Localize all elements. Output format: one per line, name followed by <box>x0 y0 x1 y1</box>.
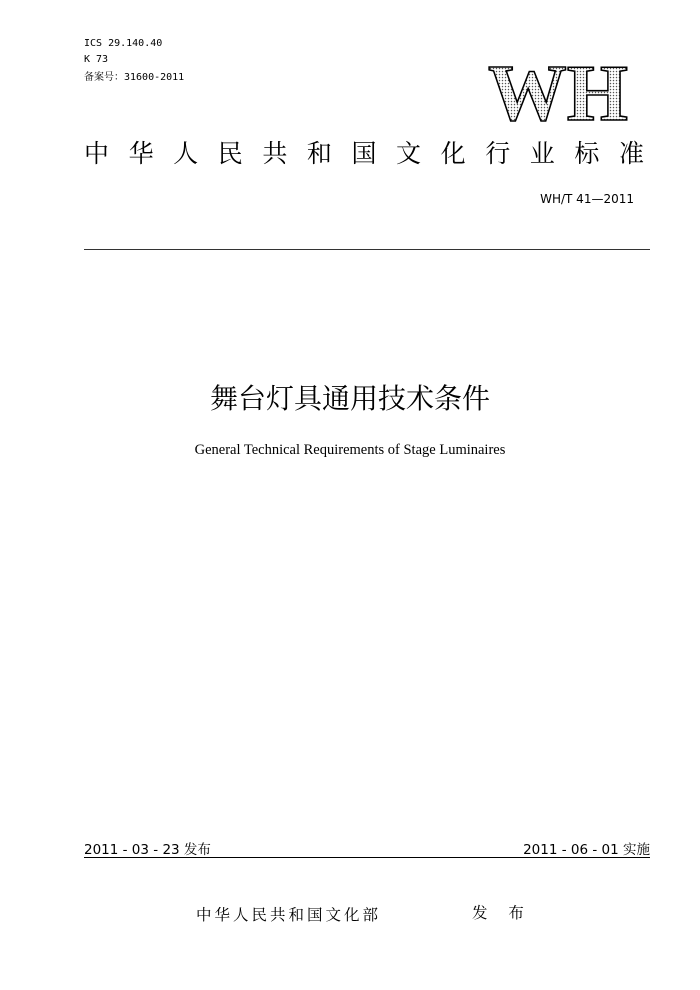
publisher-name: 中华人民共和国文化部 <box>196 906 382 924</box>
classification-code: K 73 <box>84 54 109 65</box>
standard-title-char: 华 <box>128 139 154 168</box>
document-title-en: General Technical Requirements of Stage Luminaires <box>194 442 506 458</box>
record-number: 备案号：31600-2011 <box>84 72 185 83</box>
standard-title-char: 业 <box>529 139 555 168</box>
standard-title-char: 中 <box>84 139 110 168</box>
wh-logo <box>486 58 630 124</box>
standard-title-char: 人 <box>173 139 199 168</box>
standard-title-char: 民 <box>217 139 243 168</box>
standard-title-char: 标 <box>574 139 600 168</box>
top-divider <box>84 249 650 250</box>
standard-title <box>84 138 644 170</box>
standard-title-char: 准 <box>618 139 644 168</box>
issue-date: 2011 - 03 - 23 发布 <box>84 842 211 858</box>
standard-title-char: 行 <box>485 139 511 168</box>
ics-code: ICS 29.140.40 <box>84 38 163 49</box>
implement-date: 2011 - 06 - 01 实施 <box>523 842 650 858</box>
standard-title-char: 化 <box>440 139 466 168</box>
publish-label: 发 布 <box>472 904 532 922</box>
document-title-zh: 舞台灯具通用技术条件 <box>209 382 490 415</box>
standard-title-char: 国 <box>351 139 377 168</box>
standard-title-char: 文 <box>396 139 422 168</box>
logo-text: WH <box>488 58 628 124</box>
standard-title-char: 共 <box>262 139 288 168</box>
standard-code: WH/T 41—2011 <box>540 192 634 206</box>
bottom-divider <box>84 857 650 858</box>
standard-title-char: 和 <box>306 139 332 168</box>
